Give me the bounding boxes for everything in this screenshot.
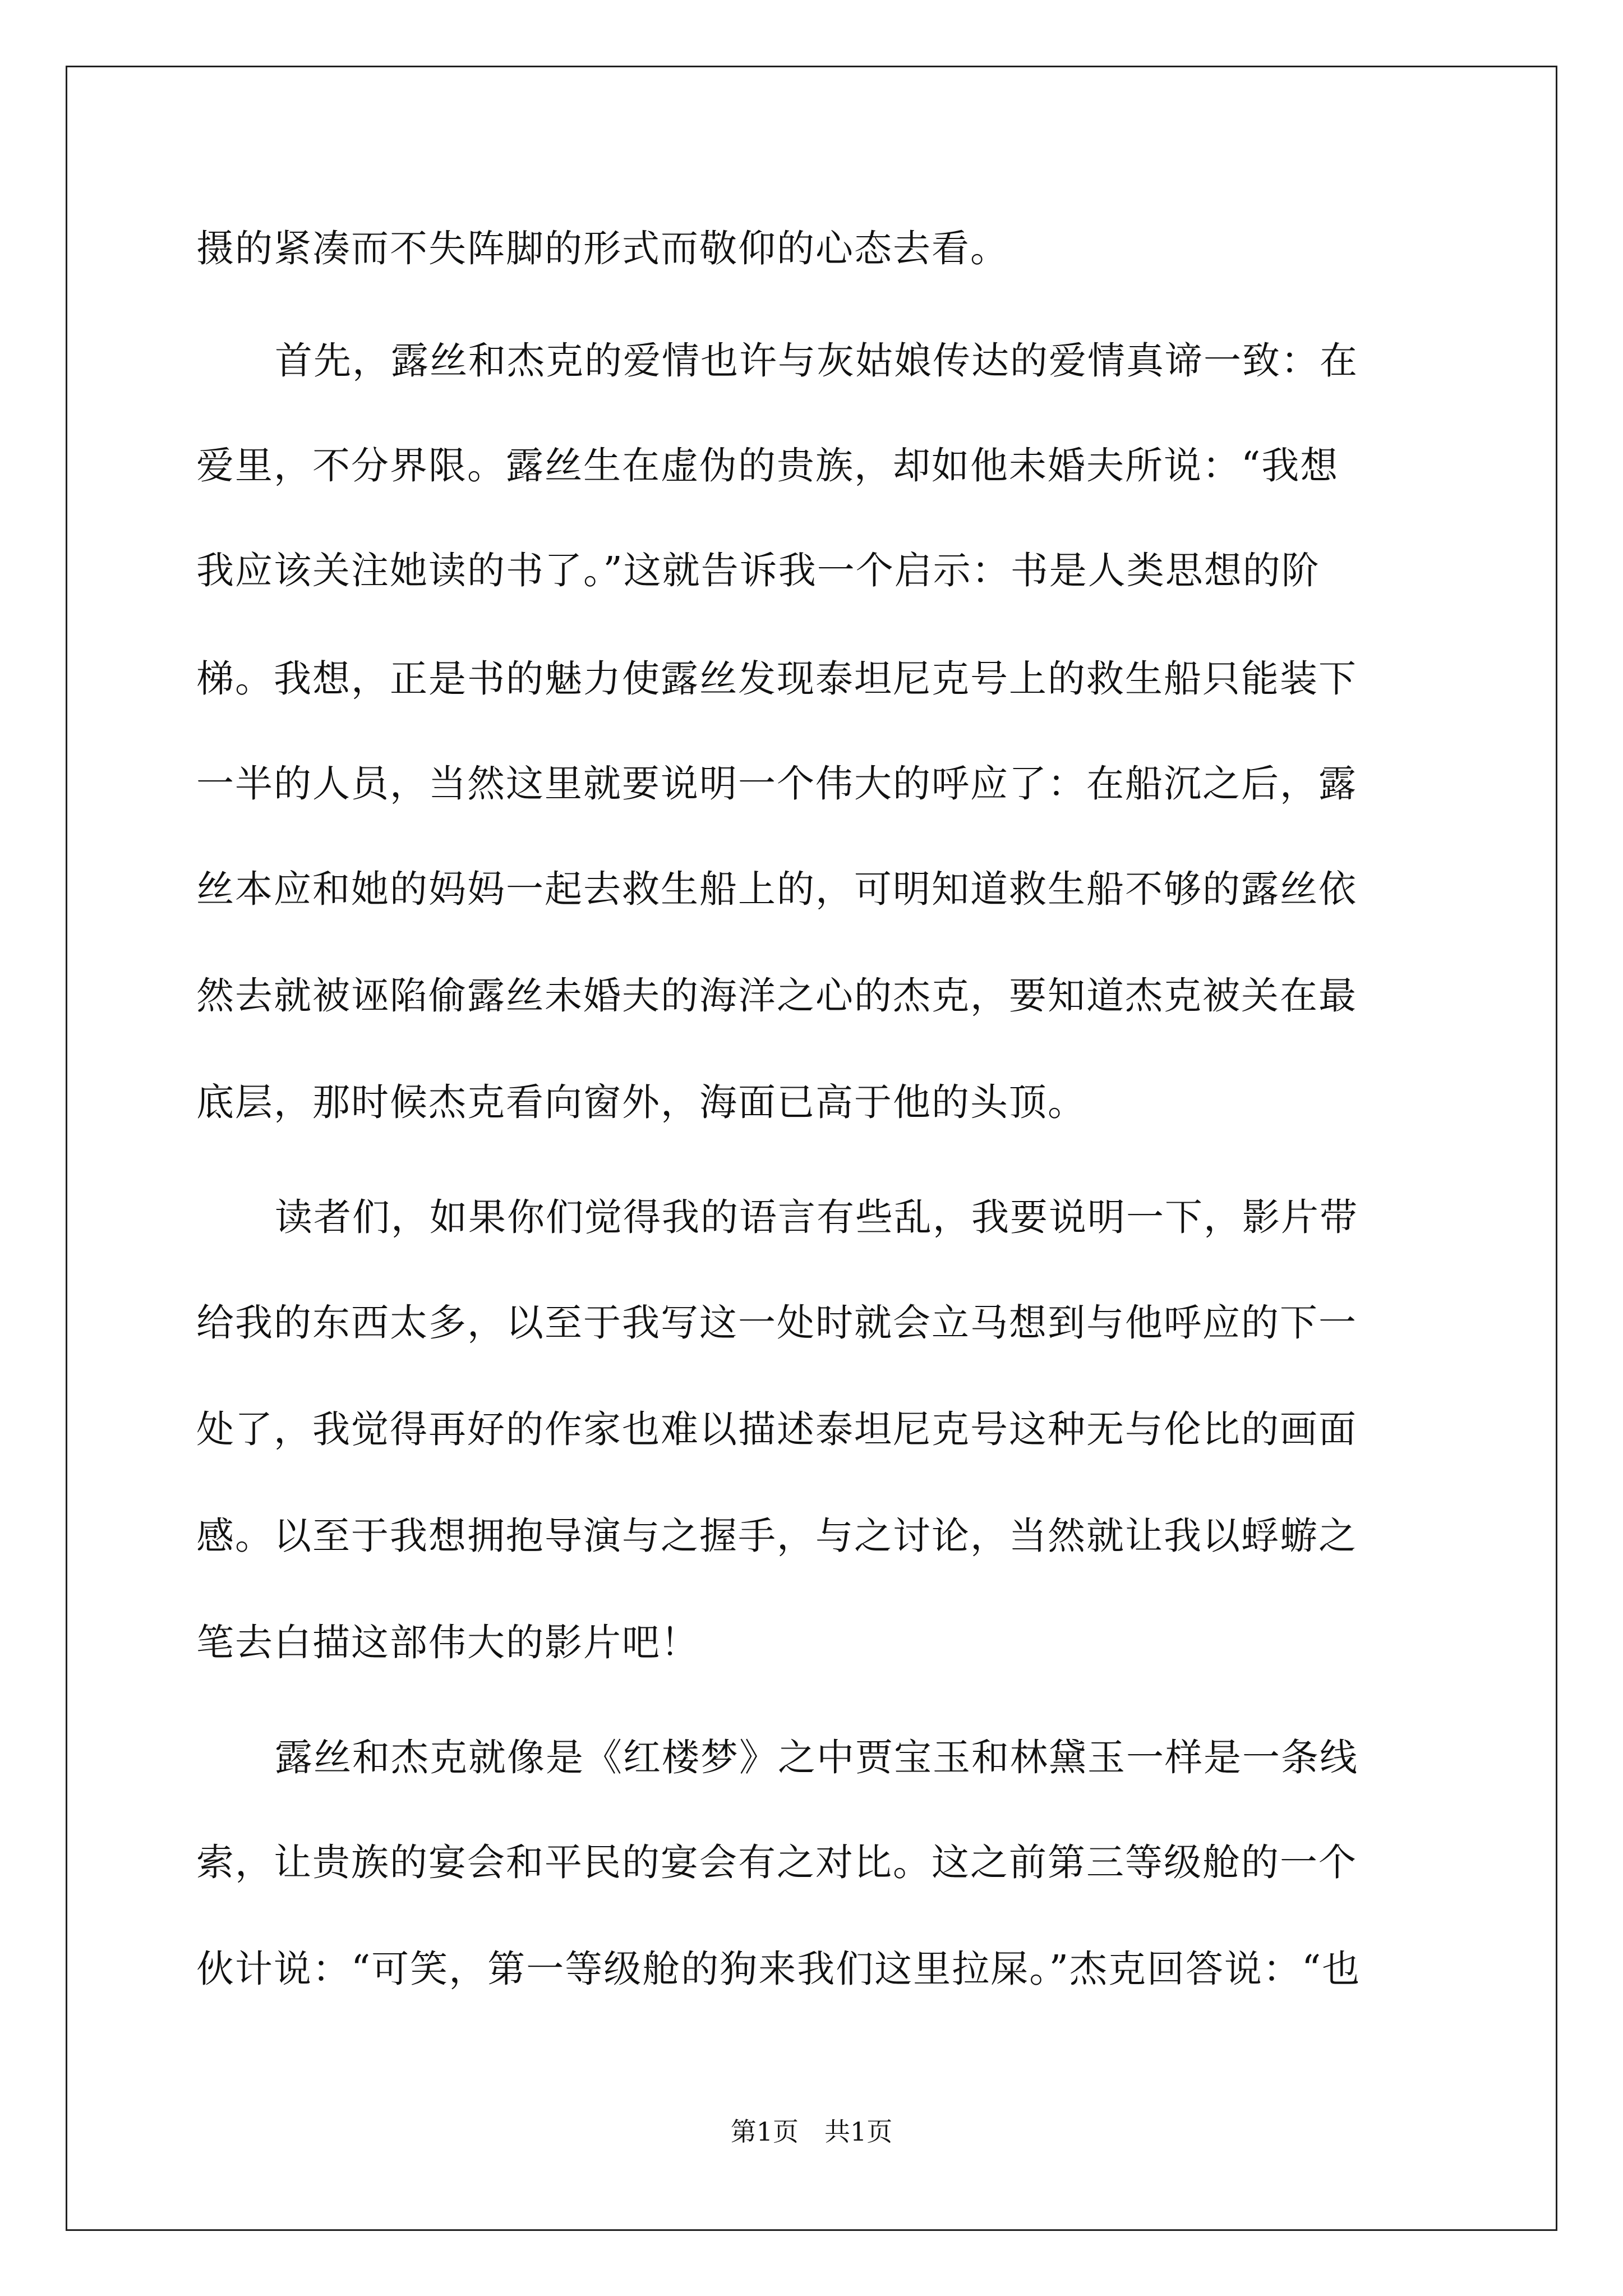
page-number-footer: 第1页 共1页	[730, 2116, 893, 2147]
text-line: 摄的紧凑而不失阵脚的形式而敬仰的心态去看。	[196, 227, 1009, 270]
paragraph-start-line: 首先，露丝和杰克的爱情也许与灰姑娘传达的爱情真谛一致：在	[275, 339, 1358, 383]
text-line: 爱里，不分界限。露丝生在虚伪的贵族，却如他未婚夫所说：“我想	[196, 444, 1339, 487]
text-line: 底层，那时候杰克看向窗外，海面已高于他的头顶。	[196, 1080, 1086, 1124]
text-line: 丝本应和她的妈妈一起去救生船上的，可明知道救生船不够的露丝依	[196, 867, 1357, 911]
paragraph-start-line: 露丝和杰克就像是《红楼梦》之中贾宝玉和林黛玉一样是一条线	[275, 1736, 1358, 1779]
text-line: 我应该关注她读的书了。”这就告诉我一个启示：书是人类思想的阶	[196, 549, 1320, 592]
text-line: 笔去白描这部伟大的影片吧！	[196, 1621, 699, 1664]
text-line: 索，让贵族的宴会和平民的宴会有之对比。这之前第三等级舱的一个	[196, 1841, 1357, 1884]
text-line: 伙计说：“可笑，第一等级舱的狗来我们这里拉屎。”杰克回答说：“也	[196, 1947, 1361, 1991]
text-line: 然去就被诬陷偷露丝未婚夫的海洋之心的杰克，要知道杰克被关在最	[196, 974, 1357, 1018]
text-line: 处了，我觉得再好的作家也难以描述泰坦尼克号这种无与伦比的画面	[196, 1407, 1357, 1451]
text-line: 梯。我想，正是书的魅力使露丝发现泰坦尼克号上的救生船只能装下	[196, 657, 1357, 701]
text-line: 感。以至于我想拥抱导演与之握手，与之讨论，当然就让我以蜉蝣之	[196, 1514, 1357, 1558]
text-line: 给我的东西太多，以至于我写这一处时就会立马想到与他呼应的下一	[196, 1301, 1357, 1345]
paragraph-start-line: 读者们，如果你们觉得我的语言有些乱，我要说明一下，影片带	[275, 1195, 1358, 1239]
text-line: 一半的人员，当然这里就要说明一个伟大的呼应了：在船沉之后，露	[196, 762, 1357, 806]
